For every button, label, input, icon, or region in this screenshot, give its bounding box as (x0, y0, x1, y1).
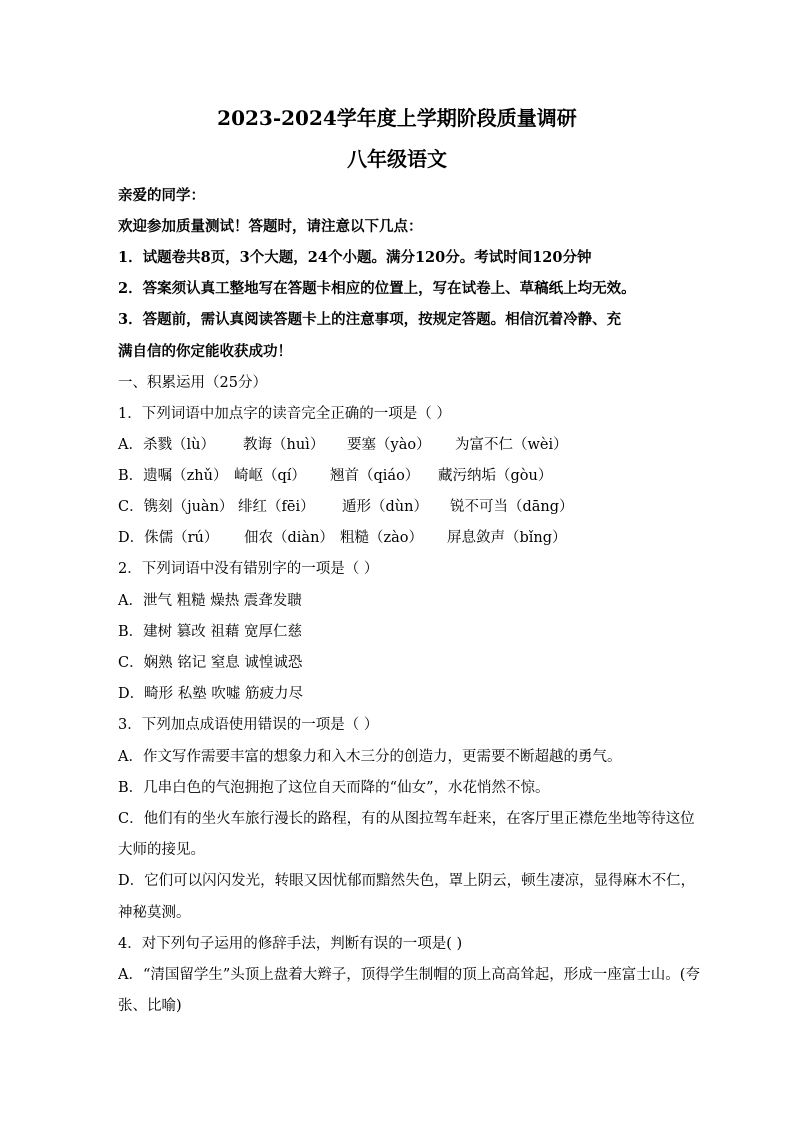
note-3a: 3．答题前，需认真阅读答题卡上的注意事项，按规定答题。相信沉着冷静、充 (118, 311, 622, 328)
exam-subtitle: 八年级语文 (347, 147, 447, 171)
question-2-option-a: A．泄气 粗糙 燥热 震聋发聩 (118, 593, 302, 609)
question-1-stem: 1．下列词语中加点字的读音完全正确的一项是（ ） (118, 406, 451, 422)
question-1-option-c (118, 497, 688, 517)
option-word: B．遗嘱（zhǔ） (118, 468, 228, 484)
question-3-option-d: D．它们可以闪闪发光，转眼又因忧郁而黯然失色，罩上阴云，顿生凄凉，显得麻木不仁， (118, 873, 696, 889)
section-heading: 一、积累运用（25分） (118, 375, 267, 391)
question-2-stem: 2．下列词语中没有错别字的一项是（ ） (118, 561, 379, 577)
note-1: 1．试题卷共8页，3个大题，24个小题。满分120分。考试时间120分钟 (118, 249, 592, 266)
question-2-option-d: D．畸形 私塾 吹嘘 筋疲力尽 (118, 686, 303, 702)
question-1-option-d (118, 528, 688, 548)
option-word: 教诲（huì） (243, 437, 325, 453)
question-1-option-a (118, 435, 688, 455)
option-word: C．镌刻（juàn） (118, 499, 234, 515)
option-word: A．杀戮（lù） (118, 437, 215, 453)
option-word: 遁形（dùn） (342, 499, 428, 515)
greeting: 亲爱的同学： (118, 187, 205, 204)
question-3-option-b: B．几串白色的气泡拥抱了这位自天而降的“仙女”，水花悄然不惊。 (118, 780, 550, 796)
question-4-stem: 4．对下列句子运用的修辞手法，判断有误的一项是( ) (118, 936, 463, 952)
option-word: 要塞（yào） (347, 437, 431, 453)
question-3-stem: 3．下列加点成语使用错误的一项是（ ） (118, 717, 379, 733)
option-word: 粗糙（zào） (340, 530, 424, 546)
option-word: 绯红（fēi） (238, 499, 315, 515)
option-word: D．侏儒（rú） (118, 530, 219, 546)
option-word: 为富不仁（wèi） (455, 437, 568, 453)
question-2-option-c: C．娴熟 铭记 窒息 诚惶诚恐 (118, 655, 303, 671)
note-3b: 满自信的你定能收获成功！ (118, 343, 292, 360)
question-3-option-a: A．作文写作需要丰富的想象力和入木三分的创造力，更需要不断超越的勇气。 (118, 749, 622, 765)
note-2: 2．答案须认真工整地写在答题卡相应的位置上，写在试卷上、草稿纸上均无效。 (118, 280, 636, 297)
question-3-option-d-cont: 神秘莫测。 (118, 905, 191, 921)
question-3-option-c-cont: 大师的接见。 (118, 842, 205, 858)
option-word: 翘首（qiáo） (330, 468, 420, 484)
question-4-option-a-cont: 张、比喻) (118, 998, 182, 1014)
question-4-option-a: A．“清国留学生”头顶上盘着大辫子，顶得学生制帽的顶上高高耸起，形成一座富士山。(夸 (118, 967, 700, 983)
option-word: 崎岖（qí） (234, 468, 306, 484)
exam-title: 2023-2024学年度上学期阶段质量调研 (217, 106, 577, 130)
option-word: 藏污纳垢（gòu） (438, 468, 553, 484)
option-word: 佃农（diàn） (244, 530, 334, 546)
question-1-option-b (118, 466, 688, 486)
option-word: 屏息敛声（bǐng） (447, 530, 567, 546)
welcome-text: 欢迎参加质量测试！答题时，请注意以下几点： (118, 218, 423, 235)
question-2-option-b: B．建树 篡改 祖藉 宽厚仁慈 (118, 624, 302, 640)
question-3-option-c: C．他们有的坐火车旅行漫长的路程，有的从图拉驾车赶来，在客厅里正襟危坐地等待这位 (118, 811, 695, 827)
option-word: 锐不可当（dāng） (450, 499, 574, 515)
